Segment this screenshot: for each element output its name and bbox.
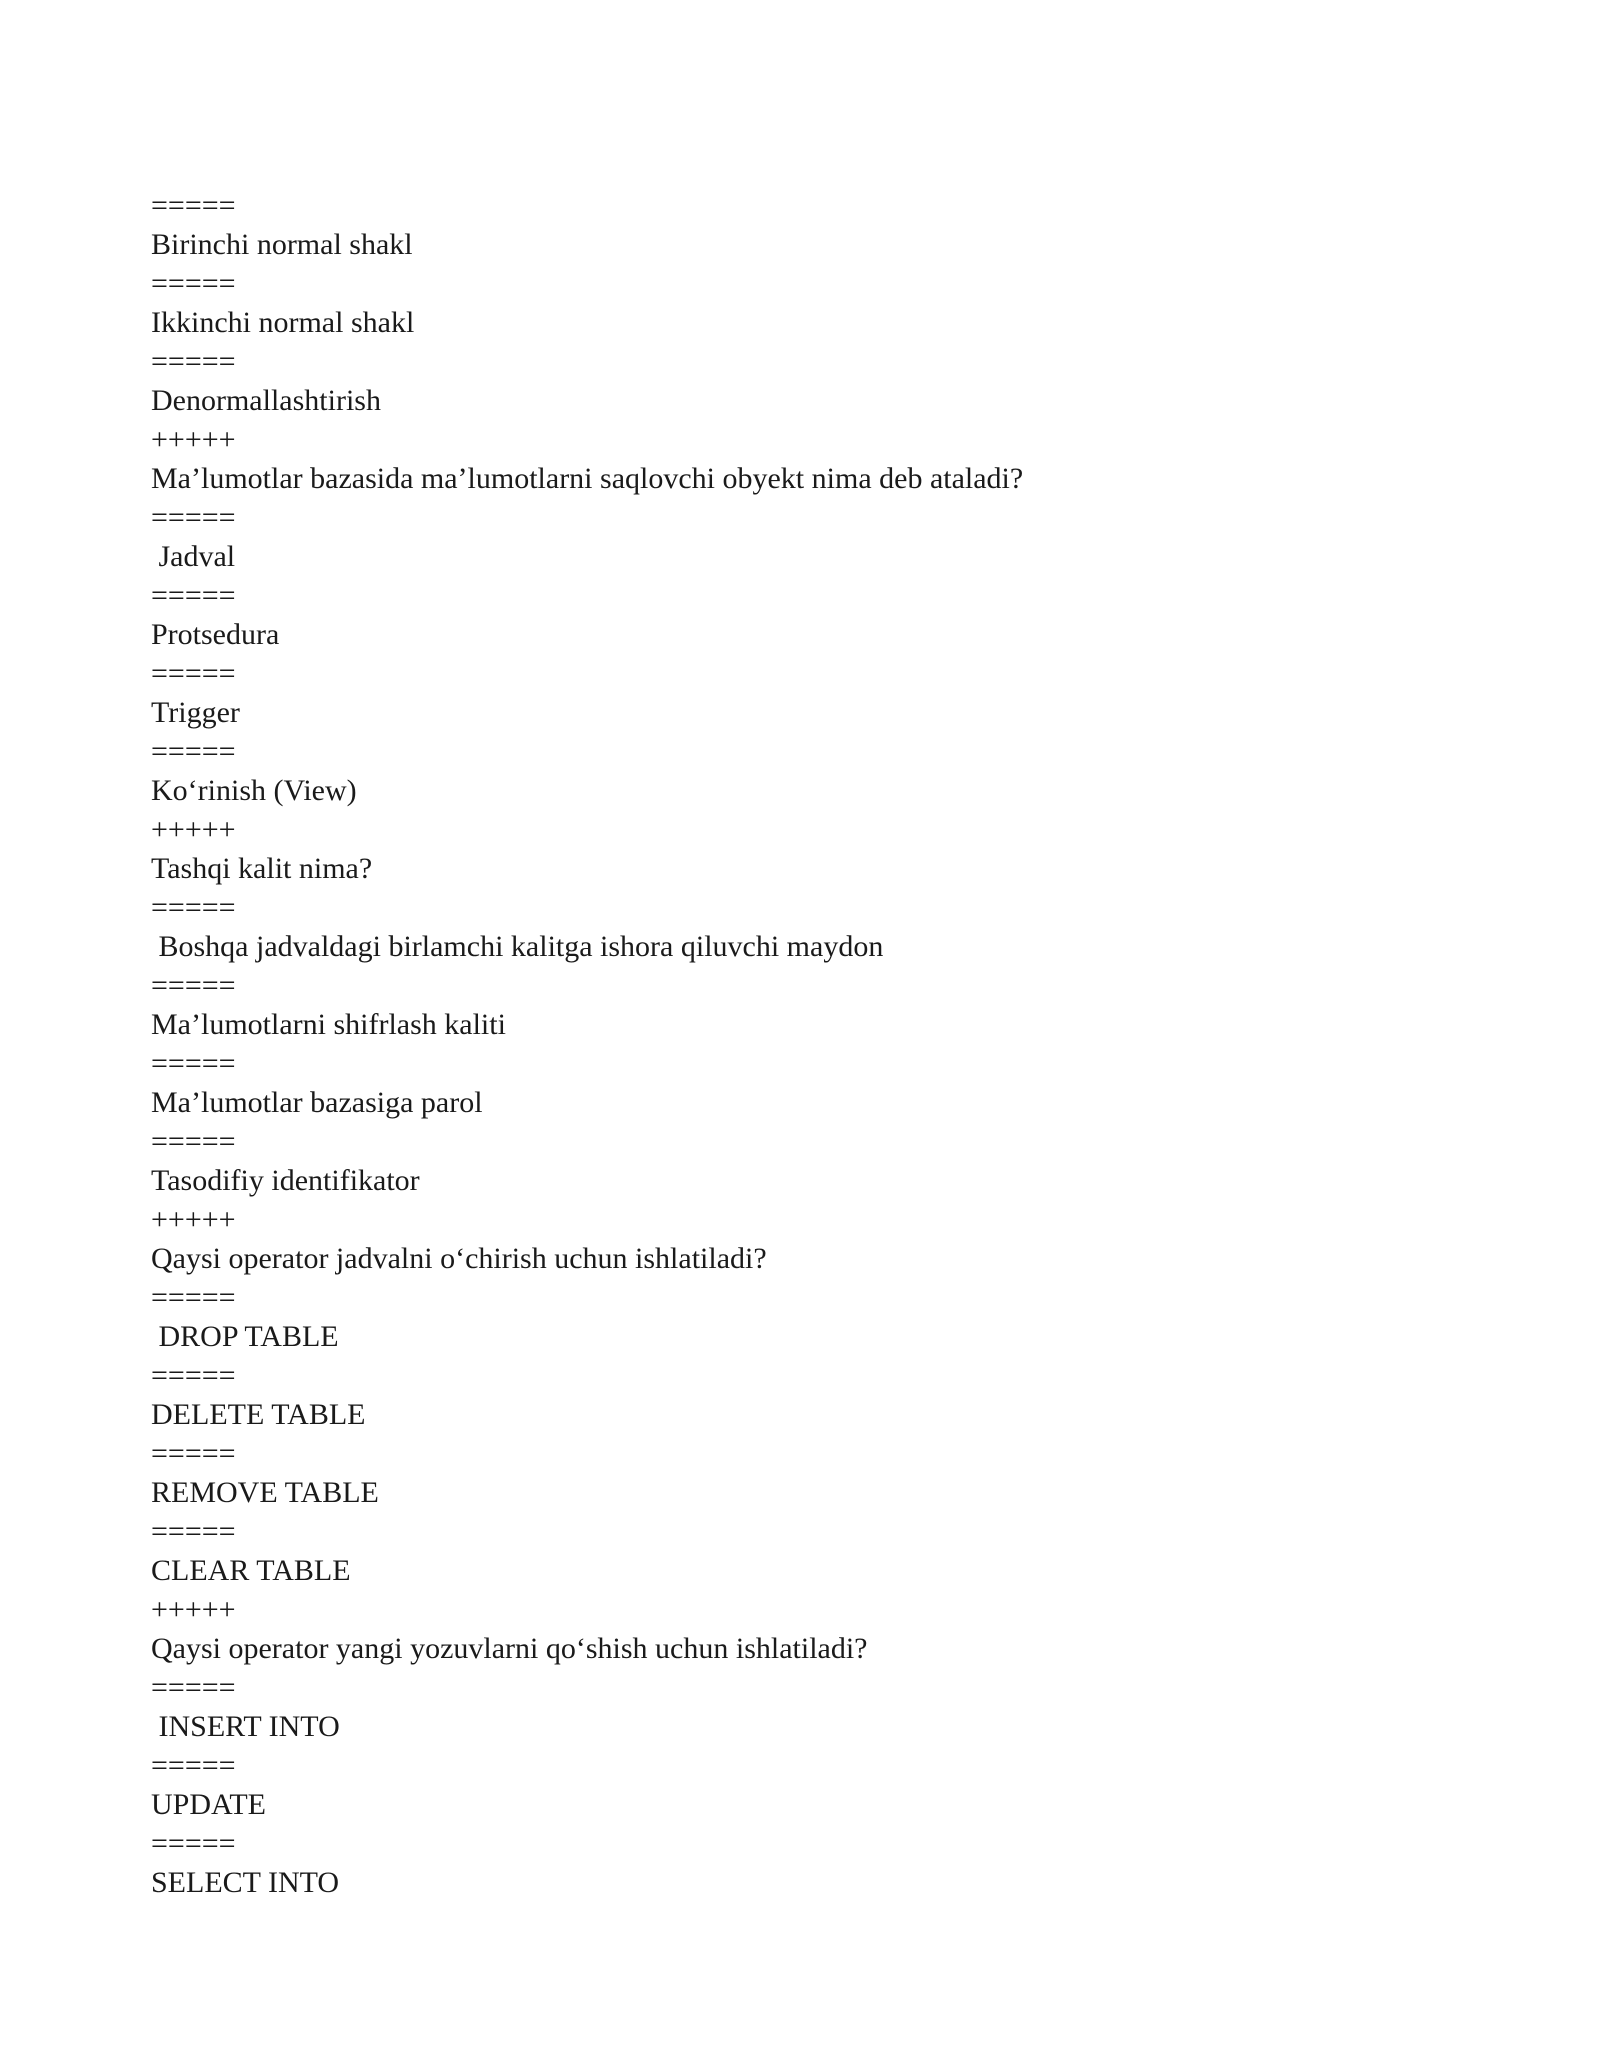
answer-option: REMOVE TABLE: [151, 1476, 379, 1509]
separator-line: =====: [151, 1359, 236, 1392]
separator-line: =====: [151, 657, 236, 690]
separator-line: =====: [151, 1515, 236, 1548]
answer-option: Protsedura: [151, 618, 280, 651]
answer-option: DELETE TABLE: [151, 1398, 366, 1431]
separator-line: =====: [151, 579, 236, 612]
answer-option: UPDATE: [151, 1788, 267, 1821]
separator-line: =====: [151, 1125, 236, 1158]
separator-line: =====: [151, 735, 236, 768]
separator-line: =====: [151, 1671, 236, 1704]
answer-option: Jadval: [151, 540, 236, 573]
question-separator: +++++: [151, 423, 236, 456]
answer-option: SELECT INTO: [151, 1866, 340, 1899]
question-text: Qaysi operator jadvalni o‘chirish uchun ishlatiladi?: [151, 1242, 767, 1275]
separator-line: =====: [151, 1281, 236, 1314]
answer-option: Birinchi normal shakl: [151, 228, 413, 261]
separator-line: =====: [151, 969, 236, 1002]
answer-option: DROP TABLE: [151, 1320, 339, 1353]
answer-option: Boshqa jadvaldagi birlamchi kalitga ishora qiluvchi maydon: [151, 930, 884, 963]
question-separator: +++++: [151, 1593, 236, 1626]
answer-option: Tasodifiy identifikator: [151, 1164, 420, 1197]
answer-option: Ma’lumotlarni shifrlash kaliti: [151, 1008, 506, 1041]
answer-option: Denormallashtirish: [151, 384, 381, 417]
separator-line: =====: [151, 189, 236, 222]
answer-option: INSERT INTO: [151, 1710, 340, 1743]
answer-option: Ma’lumotlar bazasiga parol: [151, 1086, 483, 1119]
answer-option: Ikkinchi normal shakl: [151, 306, 415, 339]
question-separator: +++++: [151, 813, 236, 846]
separator-line: =====: [151, 267, 236, 300]
question-text: Qaysi operator yangi yozuvlarni qo‘shish uchun ishlatiladi?: [151, 1632, 868, 1665]
answer-option: CLEAR TABLE: [151, 1554, 351, 1587]
document-text: [151, 186, 1451, 1902]
question-text: Ma’lumotlar bazasida ma’lumotlarni saqlovchi obyekt nima deb ataladi?: [151, 462, 1024, 495]
question-text: Tashqi kalit nima?: [151, 852, 373, 885]
separator-line: =====: [151, 501, 236, 534]
separator-line: =====: [151, 1749, 236, 1782]
question-separator: +++++: [151, 1203, 236, 1236]
separator-line: =====: [151, 1047, 236, 1080]
separator-line: =====: [151, 891, 236, 924]
answer-option: Trigger: [151, 696, 240, 729]
answer-option: Ko‘rinish (View): [151, 774, 357, 807]
separator-line: =====: [151, 1827, 236, 1860]
separator-line: =====: [151, 1437, 236, 1470]
separator-line: =====: [151, 345, 236, 378]
